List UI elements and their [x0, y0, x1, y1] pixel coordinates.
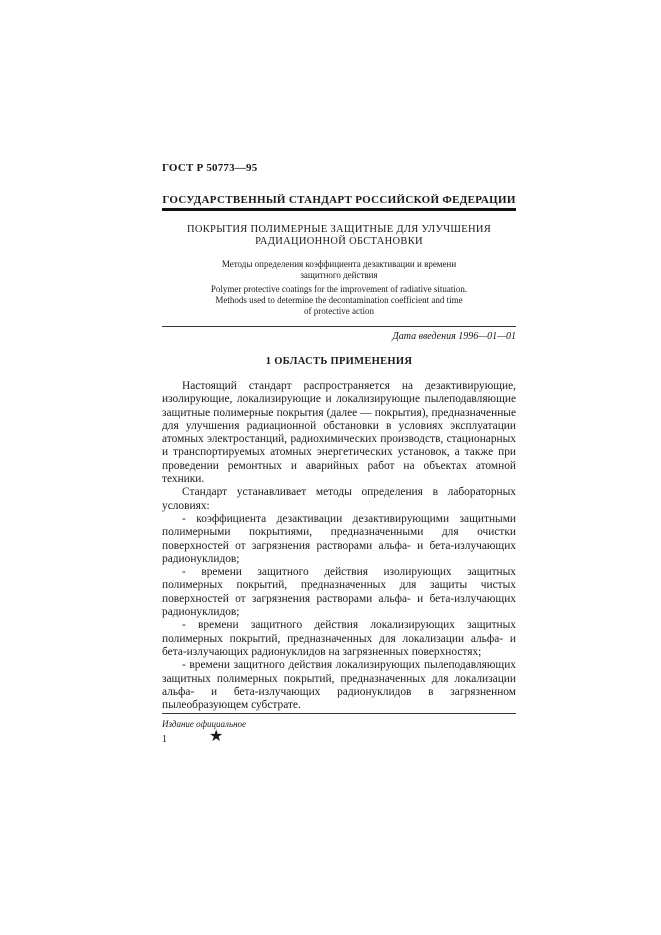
- methods-line-2: защитного действия: [300, 270, 378, 280]
- methods-line-1: Методы определения коэффициента дезактивации и времени: [221, 259, 457, 269]
- star-icon: ★: [209, 728, 224, 745]
- document-title-ru: [162, 224, 516, 248]
- section-body: [162, 380, 516, 712]
- introduction-date: Дата введения 1996—01—01: [392, 331, 516, 342]
- title-ru-line-1: ПОКРЫТИЯ ПОЛИМЕРНЫЕ ЗАЩИТНЫЕ ДЛЯ УЛУЧШЕНИЯ: [186, 224, 492, 235]
- title-en-line-2: Methods used to determine the decontamination coefficient and time: [215, 295, 463, 305]
- footer-divider: [162, 713, 516, 714]
- gost-code: ГОСТ Р 50773—95: [162, 162, 258, 174]
- section-title: 1 ОБЛАСТЬ ПРИМЕНЕНИЯ: [265, 356, 413, 367]
- paragraph: Стандарт устанавливает методы определения в лабораторных условиях:: [162, 486, 516, 512]
- state-standard-heading: ГОСУДАРСТВЕННЫЙ СТАНДАРТ РОССИЙСКОЙ ФЕДЕРАЦИИ: [162, 194, 516, 206]
- title-en-line-1: Polymer protective coatings for the improvement of radiative situation.: [210, 284, 468, 294]
- paragraph: Настоящий стандарт распространяется на дезактивирующие, изолирующие, локализирующие и локализирующие пылеподавляющие защитные полимерные покрытия (далее — покрытия), предназначенные для улучшения радиационной обстановки в условиях эксплуатации атомных электростанций, радиохимических производств, стационарных и транспортируемых атомных энергетических установок, а также при проведении ремонтных и аварийных работ на объектах атомной техники.: [162, 380, 516, 486]
- list-item: - времени защитного действия локализирующих пылеподавляющих защитных полимерных покрытий, предназначенных для локализации альфа- и бета-излучающих радионуклидов в загрязненном пылеобразующем субстрате.: [162, 659, 516, 712]
- document-title-en: [162, 284, 516, 317]
- header-divider: [162, 208, 516, 211]
- list-item: - времени защитного действия изолирующих защитных полимерных покрытий, предназначенных для защиты чистых поверхностей от загрязнения растворами альфа- и бета-излучающих радионуклидов;: [162, 566, 516, 619]
- title-en-line-3: of protective action: [304, 306, 374, 316]
- page-number: 1: [162, 734, 167, 745]
- list-item: - времени защитного действия локализирующих защитных полимерных покрытий, предназначенных для локализации альфа- и бета-излучающих радионуклидов на загрязненных поверхностях;: [162, 619, 516, 658]
- document-subtitle-ru: [162, 259, 516, 281]
- list-item: - коэффициента дезактивации дезактивирующими защитными полимерными покрытиями, предназначенными для очистки поверхностей от загрязнения растворами альфа- и бета-излучающих радионуклидов;: [162, 512, 516, 565]
- title-divider: [162, 326, 516, 327]
- title-ru-line-2: РАДИАЦИОННОЙ ОБСТАНОВКИ: [255, 236, 423, 247]
- edition-label: Издание официальное: [162, 719, 247, 729]
